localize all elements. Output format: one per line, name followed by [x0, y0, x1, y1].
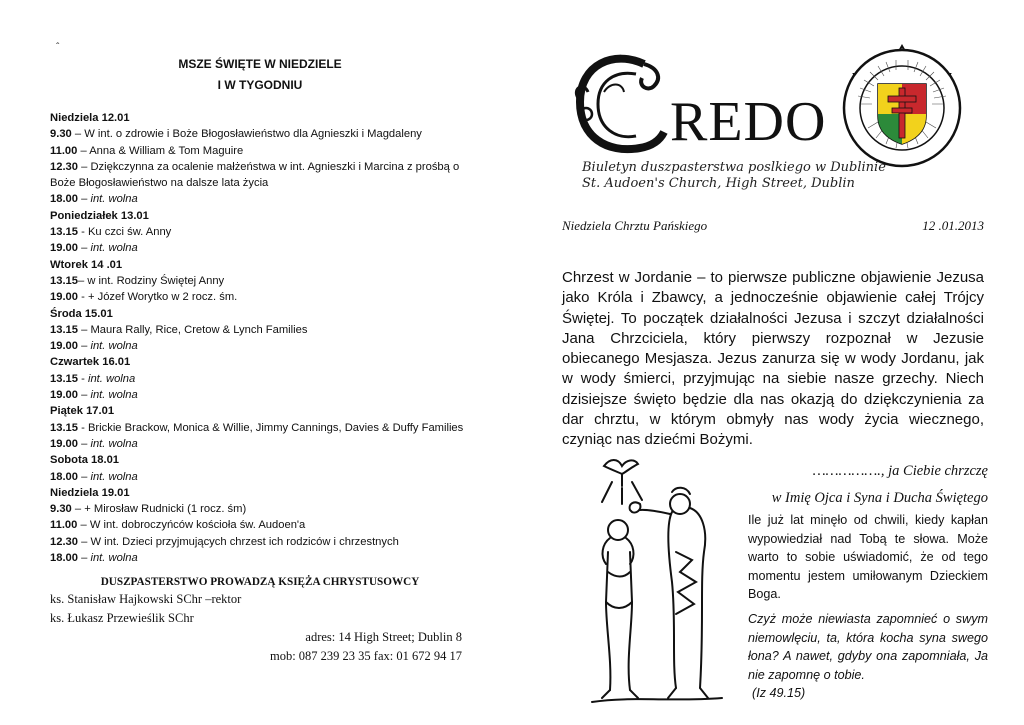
mass-separator: – [71, 128, 85, 141]
mass-time: 13.15 [50, 274, 78, 287]
masthead-text: REDO [670, 91, 827, 153]
mass-entry [50, 322, 470, 338]
mass-time: 11.00 [50, 519, 78, 532]
mass-intention: int. wolna [90, 552, 138, 565]
mass-intention: w int. Rodziny Świętej Anny [87, 274, 225, 287]
heading-line-1: MSZE ŚWIĘTE W NIEDZIELE [178, 57, 342, 71]
mass-entry [50, 501, 470, 517]
subtitle-line-1: Biuletyn duszpasterstwa poslkiego w Dublinie [582, 160, 886, 175]
mass-time: 19.00 [50, 437, 78, 450]
mass-entry [50, 143, 470, 159]
mass-intention: + Mirosław Rudnicki (1 rocz. śm) [84, 503, 247, 516]
mass-separator: – [78, 552, 91, 565]
mass-time: 11.00 [50, 144, 78, 157]
mass-separator: – [78, 389, 91, 402]
mass-separator: - [78, 372, 88, 385]
mass-entry [50, 289, 470, 305]
mass-time: 18.00 [50, 193, 78, 206]
mass-entry [50, 338, 470, 354]
polish-chaplaincy-emblem-icon [838, 44, 966, 172]
baptism-of-christ-illustration [572, 452, 734, 710]
schedule-day: Sobota 18.01 [50, 454, 120, 467]
mass-intention: Anna & William & Tom Maguire [89, 144, 244, 157]
mass-separator: – [71, 503, 85, 516]
mass-separator: - [78, 291, 88, 304]
heading-line-2: I W TYGODNIU [217, 78, 303, 92]
schedule-day: Czwartek 16.01 [50, 356, 131, 369]
mass-intention: W int. Dzieci przyjmujących chrzest ich rodziców i chrzestnych [90, 535, 399, 548]
mass-intention: W int. dobroczyńców kościoła św. Audoen'a [89, 519, 306, 532]
mass-entry [50, 517, 470, 533]
mass-time: 13.15 [50, 421, 78, 434]
mass-separator: – [78, 470, 91, 483]
mass-separator: – [78, 340, 91, 353]
intro-paragraph: Chrzest w Jordanie – to pierwsze publiczne objawienie Jezusa jako Króla i Zbawcy, a jednocześnie objawienie całej Trójcy Świętej. To początek działalności Jezusa i szczyt działalności Jana Chrzciciela, który pierwszy rozpoznał w Jezusie obiecanego Mesjasza. Jezus zanurza się w wody Jordanu, jak w wody śmierci, przyjmując na siebie nasze grzechy. Niech dzisiejsze święto będzie dla nas okazją do dziękczynienia za dar chrztu, w którym obmyły nas wody życia wiecznego, czyniąc nas dziećmi Bożymi. [562, 269, 984, 449]
subtitle-line-2: St. Audoen's Church, High Street, Dublin [582, 176, 855, 191]
mass-time: 12.30 [50, 535, 78, 548]
mass-intention: int. wolna [90, 340, 138, 353]
mass-intention: int. wolna [90, 193, 138, 206]
clergy-line-2: ks. Łukasz Przewieślik SChr [50, 611, 194, 626]
mass-entry [50, 420, 470, 436]
mass-entry [50, 273, 470, 289]
mass-time: 9.30 [50, 128, 72, 141]
mass-entry [50, 126, 470, 142]
mass-separator: - [78, 226, 88, 239]
mass-entry [50, 436, 470, 452]
mass-intention: int. wolna [87, 372, 136, 385]
stray-mark: ˆ [56, 42, 60, 53]
mass-intention: + Józef Worytko w 2 rocz. śm. [87, 291, 238, 304]
quote-line-2: w Imię Ojca i Syna i Ducha Świętego [771, 490, 988, 506]
mass-intention: Ku czci św. Anny [87, 226, 172, 239]
mass-intention: Maura Rally, Rice, Cretow & Lynch Families [90, 323, 308, 336]
mass-time: 19.00 [50, 340, 78, 353]
mass-separator: – [78, 437, 91, 450]
schedule-day: Piątek 17.01 [50, 405, 115, 418]
mass-intention: int. wolna [90, 470, 138, 483]
mass-intention: Brickie Brackow, Monica & Willie, Jimmy Cannings, Davies & Duffy Families [87, 421, 464, 434]
mass-time: 13.15 [50, 226, 78, 239]
mass-time: 13.15 [50, 372, 78, 385]
schedule-day: Poniedziałek 13.01 [50, 209, 149, 222]
mass-time: 18.00 [50, 552, 78, 565]
mass-separator: – [78, 535, 91, 548]
mass-entry [50, 550, 470, 566]
clergy-title: DUSZPASTERSTWO PROWADZĄ KSIĘŻA CHRYSTUSOWCY [100, 576, 420, 589]
quote-line-1: ……………., ja Ciebie chrzczę [812, 463, 988, 479]
feast-name: Niedziela Chrztu Pańskiego [562, 218, 708, 233]
mass-entry [50, 387, 470, 403]
mass-entry [50, 240, 470, 256]
schedule-day: Niedziela 12.01 [50, 112, 130, 124]
mass-separator: - [78, 421, 88, 434]
mass-entry [50, 371, 470, 387]
scripture-reference: (Iz 49.15) [752, 686, 806, 701]
mass-intention: int. wolna [90, 389, 138, 402]
mass-separator: – [78, 193, 91, 206]
mass-separator: – [77, 144, 90, 157]
parish-phones: mob: 087 239 23 35 fax: 01 672 94 17 [269, 649, 462, 664]
mass-separator: – [78, 242, 91, 255]
mass-separator: – [78, 274, 88, 287]
clergy-line-1: ks. Stanisław Hajkowski SChr –rektor [50, 592, 242, 607]
schedule-day: Środa 15.01 [50, 307, 113, 320]
dateline [562, 218, 984, 234]
mass-time: 9.30 [50, 503, 72, 516]
mass-time: 18.00 [50, 470, 78, 483]
mass-entry [50, 159, 470, 192]
schedule-day: Wtorek 14 .01 [50, 258, 123, 271]
mass-schedule-page [50, 44, 470, 666]
scripture-quote [748, 610, 988, 703]
mass-entry [50, 534, 470, 550]
masthead-ornate-c [576, 59, 664, 149]
mass-time: 19.00 [50, 242, 78, 255]
mass-entry [50, 469, 470, 485]
schedule-day: Niedziela 19.01 [50, 486, 130, 499]
baptism-formula-quote [720, 458, 988, 512]
scripture-text: Czyż może niewiasta zapomnieć o swym niemowlęciu, ta, która kocha syna swego łona? A nawet, gdyby ona zapomniała, Ja nie zapomnę o tobie. [748, 612, 988, 682]
mass-intention: Dziękczynna za ocalenie małżeństwa w int. Agnieszki i Marcina z prośbą o Boże Błogosławieństwo na dalsze lata życia [50, 160, 460, 190]
schedule-heading [50, 54, 470, 96]
mass-time: 13.15 [50, 323, 78, 336]
mass-schedule [50, 110, 470, 566]
mass-intention: int. wolna [90, 437, 138, 450]
mass-separator: – [78, 160, 91, 173]
parish-address: adres: 14 High Street; Dublin 8 [305, 630, 462, 645]
mass-intention: int. wolna [90, 242, 138, 255]
issue-date: 12 .01.2013 [922, 218, 984, 233]
mass-time: 19.00 [50, 389, 78, 402]
bulletin-subtitle [582, 160, 886, 192]
reflection-paragraph: Ile już lat minęło od chwili, kiedy kapłan wypowiedział nad Tobą te słowa. Może warto to sobie uświadomić, że od tego momentu jestem umiłowanym Dzieckiem Boga. [748, 513, 988, 602]
mass-intention: W int. o zdrowie i Boże Błogosławieństwo dla Agnieszki i Magdaleny [84, 128, 422, 141]
mass-time: 19.00 [50, 291, 78, 304]
credo-masthead [574, 52, 836, 162]
mass-separator: – [77, 519, 90, 532]
mass-separator: – [78, 323, 91, 336]
mass-entry [50, 191, 470, 207]
mass-time: 12.30 [50, 160, 78, 173]
mass-entry [50, 224, 470, 240]
